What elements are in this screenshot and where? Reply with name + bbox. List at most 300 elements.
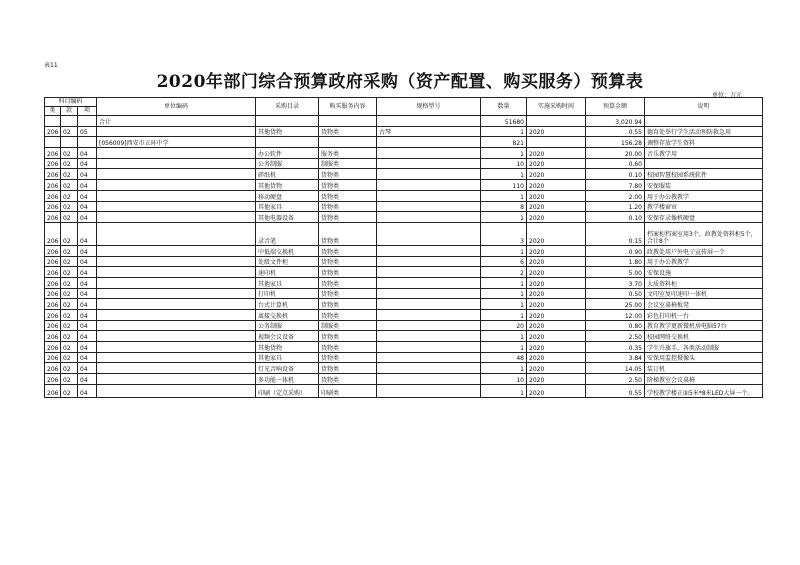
table-row xyxy=(45,169,763,180)
cell-lei: 206 xyxy=(45,288,61,299)
header-xiang: 项 xyxy=(78,107,97,116)
cell-lei: 206 xyxy=(45,352,61,363)
cell-catalog: 办公软件 xyxy=(256,148,319,159)
cell-qty: 110 xyxy=(481,180,527,191)
cell-xiang: 04 xyxy=(78,384,97,397)
cell-spec xyxy=(377,384,481,397)
cell-amount: 0.80 xyxy=(586,320,645,331)
cell-amount: 0.50 xyxy=(586,288,645,299)
unit-row-note: 调整存放学生资料 xyxy=(645,137,763,148)
cell-kuan: 02 xyxy=(61,310,78,321)
cell-service: 货物类 xyxy=(319,374,377,385)
header-qty: 数量 xyxy=(481,98,527,116)
table-row xyxy=(45,277,763,288)
cell-kuan: 02 xyxy=(61,169,78,180)
cell-time: 2020 xyxy=(527,352,586,363)
cell-catalog: 打印机 xyxy=(256,288,319,299)
cell-note: 音乐教学用 xyxy=(645,148,763,159)
header-time: 实施采购时间 xyxy=(527,98,586,116)
cell-service: 货物类 xyxy=(319,245,377,256)
cell-lei: 206 xyxy=(45,212,61,223)
cell-qty: 8 xyxy=(481,201,527,212)
cell-note: 德育处举行学生活动预防救急用 xyxy=(645,126,763,137)
cell-note: 学生升旗手、各类活动制服 xyxy=(645,342,763,353)
cell-kuan: 02 xyxy=(61,180,78,191)
cell-unit-code xyxy=(97,212,256,223)
cell-spec xyxy=(377,190,481,201)
cell-amount: 0.35 xyxy=(586,342,645,353)
cell-service: 货物类 xyxy=(319,342,377,353)
unit-label: 单位：万元 xyxy=(711,92,742,99)
cell-catalog: 离接交换机 xyxy=(256,310,319,321)
table-row xyxy=(45,352,763,363)
cell-spec xyxy=(377,222,481,245)
cell-lei: 206 xyxy=(45,363,61,374)
cell-time: 2020 xyxy=(527,384,586,397)
cell-spec: 古琴 xyxy=(377,126,481,137)
cell-xiang: 04 xyxy=(78,201,97,212)
cell-service: 货物类 xyxy=(319,267,377,278)
cell-service: 制服类 xyxy=(319,320,377,331)
cell-xiang: 04 xyxy=(78,222,97,245)
cell-amount: 5.00 xyxy=(586,267,645,278)
cell-spec xyxy=(377,320,481,331)
cell-note: 教学楼窗帘 xyxy=(645,201,763,212)
cell-qty: 20 xyxy=(481,320,527,331)
cell-unit-code xyxy=(97,374,256,385)
cell-note: 校园智慧校园系统软件 xyxy=(645,169,763,180)
cell-unit-code xyxy=(97,126,256,137)
cell-service: 货物类 xyxy=(319,277,377,288)
cell-unit-code xyxy=(97,363,256,374)
cell-time: 2020 xyxy=(527,267,586,278)
cell-time: 2020 xyxy=(527,320,586,331)
cell-amount: 0.60 xyxy=(586,158,645,169)
cell-xiang: 04 xyxy=(78,180,97,191)
header-catalog: 采购目录 xyxy=(256,98,319,116)
cell-note: 安保服装 xyxy=(645,180,763,191)
table-row xyxy=(45,374,763,385)
cell-amount: 2.50 xyxy=(586,331,645,342)
unit-row-amount: 156.28 xyxy=(586,137,645,148)
cell-catalog: 台式计算机 xyxy=(256,299,319,310)
cell-xiang: 04 xyxy=(78,277,97,288)
cell-amount: 3.70 xyxy=(586,277,645,288)
cell-kuan: 02 xyxy=(61,331,78,342)
header-service: 购买服务内容 xyxy=(319,98,377,116)
cell-qty: 1 xyxy=(481,169,527,180)
cell-qty: 1 xyxy=(481,299,527,310)
cell-xiang: 04 xyxy=(78,256,97,267)
cell-kuan: 02 xyxy=(61,190,78,201)
cell-note: 安保存录像机硬盘 xyxy=(645,212,763,223)
table-row xyxy=(45,201,763,212)
cell-qty: 10 xyxy=(481,374,527,385)
cell-kuan: 02 xyxy=(61,222,78,245)
cell-lei: 206 xyxy=(45,320,61,331)
cell-xiang: 04 xyxy=(78,267,97,278)
cell-time: 2020 xyxy=(527,277,586,288)
cell-note: 学校教学楼正面5米*8米LED大屏一个。 xyxy=(645,384,763,397)
cell-catalog: 处级文件柜 xyxy=(256,256,319,267)
cell-kuan: 02 xyxy=(61,299,78,310)
cell-catalog: 其他电器设备 xyxy=(256,212,319,223)
cell-spec xyxy=(377,288,481,299)
cell-kuan: 02 xyxy=(61,277,78,288)
cell-unit-code xyxy=(97,201,256,212)
cell-kuan: 02 xyxy=(61,158,78,169)
cell-qty: 6 xyxy=(481,256,527,267)
cell-unit-code xyxy=(97,180,256,191)
cell-amount: 0.90 xyxy=(586,245,645,256)
cell-spec xyxy=(377,277,481,288)
cell-amount: 2.50 xyxy=(586,374,645,385)
table-row xyxy=(45,342,763,353)
cell-note: 校园网络交换机 xyxy=(645,331,763,342)
cell-time: 2020 xyxy=(527,212,586,223)
cell-qty: 1 xyxy=(481,384,527,397)
cell-note: 阶梯教室会议桌椅 xyxy=(645,374,763,385)
budget-table xyxy=(44,97,763,398)
cell-time: 2020 xyxy=(527,288,586,299)
table-body xyxy=(45,116,763,398)
cell-catalog: 视频会议设备 xyxy=(256,331,319,342)
cell-qty: 1 xyxy=(481,212,527,223)
cell-spec xyxy=(377,342,481,353)
table-row xyxy=(45,331,763,342)
cell-spec xyxy=(377,212,481,223)
cell-service: 货物类 xyxy=(319,190,377,201)
cell-spec xyxy=(377,245,481,256)
cell-qty: 1 xyxy=(481,342,527,353)
cell-unit-code xyxy=(97,158,256,169)
cell-service: 货物类 xyxy=(319,299,377,310)
cell-note: 教育教学更新微机房电脑57台 xyxy=(645,320,763,331)
cell-note: 文印室复印速印一体机 xyxy=(645,288,763,299)
table-row xyxy=(45,180,763,191)
table-row xyxy=(45,222,763,245)
cell-amount: 0.10 xyxy=(586,169,645,180)
cell-lei: 206 xyxy=(45,310,61,321)
cell-spec xyxy=(377,352,481,363)
cell-lei: 206 xyxy=(45,222,61,245)
cell-catalog: 碎纸机 xyxy=(256,169,319,180)
table-number-label: 表11 xyxy=(44,62,58,69)
cell-xiang: 04 xyxy=(78,169,97,180)
cell-xiang: 04 xyxy=(78,320,97,331)
cell-note: 会议室桌椅板凳 xyxy=(645,299,763,310)
cell-kuan: 02 xyxy=(61,288,78,299)
table-row xyxy=(45,310,763,321)
cell-qty: 2 xyxy=(481,267,527,278)
cell-kuan: 02 xyxy=(61,363,78,374)
unit-row xyxy=(45,137,763,148)
cell-service: 服务类 xyxy=(319,148,377,159)
cell-spec xyxy=(377,310,481,321)
header-subject-code: 科目编码 xyxy=(45,98,97,107)
cell-note: 安保用监控摄像头 xyxy=(645,352,763,363)
total-qty: 51680 xyxy=(481,116,527,127)
cell-qty: 48 xyxy=(481,352,527,363)
cell-lei: 206 xyxy=(45,126,61,137)
cell-note: 安保设施 xyxy=(645,267,763,278)
cell-service: 货物类 xyxy=(319,363,377,374)
header-spec: 规格型号 xyxy=(377,98,481,116)
cell-catalog: 移动硬盘 xyxy=(256,190,319,201)
cell-kuan: 02 xyxy=(61,245,78,256)
cell-qty: 1 xyxy=(481,190,527,201)
cell-service: 货物类 xyxy=(319,331,377,342)
cell-kuan: 02 xyxy=(61,212,78,223)
cell-catalog: 公务制服 xyxy=(256,158,319,169)
table-row xyxy=(45,288,763,299)
cell-service: 制服类 xyxy=(319,158,377,169)
cell-kuan: 02 xyxy=(61,267,78,278)
cell-unit-code xyxy=(97,331,256,342)
cell-qty: 1 xyxy=(481,331,527,342)
cell-time: 2020 xyxy=(527,342,586,353)
cell-service: 货物类 xyxy=(319,288,377,299)
cell-unit-code xyxy=(97,267,256,278)
header-lei: 类 xyxy=(45,107,61,116)
cell-kuan: 02 xyxy=(61,352,78,363)
cell-amount: 1.20 xyxy=(586,201,645,212)
table-header xyxy=(45,98,763,116)
cell-catalog: 其他货物 xyxy=(256,342,319,353)
cell-xiang: 04 xyxy=(78,212,97,223)
cell-amount: 2.00 xyxy=(586,190,645,201)
cell-unit-code xyxy=(97,384,256,397)
cell-unit-code xyxy=(97,299,256,310)
cell-service: 货物类 xyxy=(319,126,377,137)
cell-unit-code xyxy=(97,169,256,180)
header-amount: 预算金额 xyxy=(586,98,645,116)
cell-catalog: 其他家具 xyxy=(256,352,319,363)
cell-spec xyxy=(377,169,481,180)
cell-spec xyxy=(377,256,481,267)
cell-time: 2020 xyxy=(527,201,586,212)
cell-unit-code xyxy=(97,222,256,245)
cell-lei: 206 xyxy=(45,331,61,342)
cell-amount: 3.84 xyxy=(586,352,645,363)
cell-kuan: 02 xyxy=(61,148,78,159)
cell-qty: 1 xyxy=(481,245,527,256)
cell-unit-code xyxy=(97,342,256,353)
cell-catalog: 录音笔 xyxy=(256,222,319,245)
cell-spec xyxy=(377,299,481,310)
cell-catalog: 速印机 xyxy=(256,267,319,278)
table-row xyxy=(45,363,763,374)
cell-spec xyxy=(377,201,481,212)
table-row xyxy=(45,320,763,331)
cell-time: 2020 xyxy=(527,222,586,245)
total-amount: 3,020.94 xyxy=(586,116,645,127)
cell-xiang: 04 xyxy=(78,190,97,201)
cell-note: 用于办公教教学 xyxy=(645,190,763,201)
cell-lei: 206 xyxy=(45,148,61,159)
cell-lei: 206 xyxy=(45,245,61,256)
cell-lei: 206 xyxy=(45,374,61,385)
cell-time: 2020 xyxy=(527,190,586,201)
cell-time: 2020 xyxy=(527,180,586,191)
cell-xiang: 04 xyxy=(78,288,97,299)
cell-time: 2020 xyxy=(527,310,586,321)
cell-qty: 1 xyxy=(481,148,527,159)
cell-xiang: 05 xyxy=(78,126,97,137)
cell-service: 货物类 xyxy=(319,352,377,363)
table-row xyxy=(45,212,763,223)
cell-qty: 3 xyxy=(481,222,527,245)
cell-note: 档案柜档案室用3个，政教处资料柜5个，合计8个 xyxy=(645,222,763,245)
cell-time: 2020 xyxy=(527,299,586,310)
table-row xyxy=(45,256,763,267)
cell-catalog: 公务制服 xyxy=(256,320,319,331)
cell-lei: 206 xyxy=(45,267,61,278)
cell-unit-code xyxy=(97,148,256,159)
cell-note xyxy=(645,158,763,169)
cell-service: 货物类 xyxy=(319,310,377,321)
cell-unit-code xyxy=(97,310,256,321)
cell-lei: 206 xyxy=(45,256,61,267)
table-row xyxy=(45,267,763,278)
cell-time: 2020 xyxy=(527,158,586,169)
cell-xiang: 04 xyxy=(78,352,97,363)
cell-note: 大质资料柜 xyxy=(645,277,763,288)
cell-xiang: 04 xyxy=(78,331,97,342)
cell-amount: 14.05 xyxy=(586,363,645,374)
cell-spec xyxy=(377,374,481,385)
cell-lei: 206 xyxy=(45,190,61,201)
cell-xiang: 04 xyxy=(78,245,97,256)
cell-service: 货物类 xyxy=(319,201,377,212)
cell-catalog: 其他货物 xyxy=(256,126,319,137)
cell-qty: 1 xyxy=(481,277,527,288)
table-row xyxy=(45,384,763,397)
header-unit-code: 单位编码 xyxy=(97,98,256,116)
cell-xiang: 04 xyxy=(78,148,97,159)
cell-catalog: 多功能一体机 xyxy=(256,374,319,385)
cell-time: 2020 xyxy=(527,169,586,180)
cell-qty: 1 xyxy=(481,288,527,299)
table-row xyxy=(45,190,763,201)
header-kuan: 款 xyxy=(61,107,78,116)
cell-kuan: 02 xyxy=(61,256,78,267)
cell-service: 货物类 xyxy=(319,256,377,267)
table-row xyxy=(45,126,763,137)
cell-note: 装订机 xyxy=(645,363,763,374)
cell-unit-code xyxy=(97,288,256,299)
cell-time: 2020 xyxy=(527,148,586,159)
cell-time: 2020 xyxy=(527,374,586,385)
cell-unit-code xyxy=(97,277,256,288)
total-label: 合计 xyxy=(97,116,256,127)
cell-unit-code xyxy=(97,256,256,267)
cell-service: 印刷类 xyxy=(319,384,377,397)
cell-lei: 206 xyxy=(45,277,61,288)
cell-kuan: 02 xyxy=(61,384,78,397)
cell-kuan: 02 xyxy=(61,126,78,137)
cell-amount: 0.55 xyxy=(586,384,645,397)
cell-catalog: 印刷（定点采购） xyxy=(256,384,319,397)
cell-unit-code xyxy=(97,352,256,363)
cell-catalog: 其他家具 xyxy=(256,201,319,212)
cell-time: 2020 xyxy=(527,331,586,342)
cell-xiang: 04 xyxy=(78,363,97,374)
total-row xyxy=(45,116,763,127)
cell-time: 2020 xyxy=(527,363,586,374)
cell-spec xyxy=(377,267,481,278)
cell-spec xyxy=(377,180,481,191)
cell-amount: 0.55 xyxy=(586,126,645,137)
cell-unit-code xyxy=(97,245,256,256)
cell-note: 用于办公教教学 xyxy=(645,256,763,267)
cell-xiang: 04 xyxy=(78,158,97,169)
cell-qty: 1 xyxy=(481,126,527,137)
table-row xyxy=(45,158,763,169)
cell-spec xyxy=(377,158,481,169)
cell-spec xyxy=(377,148,481,159)
cell-qty: 10 xyxy=(481,158,527,169)
cell-spec xyxy=(377,331,481,342)
cell-catalog: 中低端交换机 xyxy=(256,245,319,256)
cell-amount: 0.10 xyxy=(586,212,645,223)
cell-service: 货物类 xyxy=(319,212,377,223)
cell-amount: 0.15 xyxy=(586,222,645,245)
cell-xiang: 04 xyxy=(78,310,97,321)
cell-lei: 206 xyxy=(45,342,61,353)
cell-qty: 1 xyxy=(481,310,527,321)
table-row xyxy=(45,245,763,256)
cell-note: 政教处用户外电子宣传屏一个 xyxy=(645,245,763,256)
cell-time: 2020 xyxy=(527,245,586,256)
cell-amount: 20.00 xyxy=(586,148,645,159)
cell-spec xyxy=(377,363,481,374)
cell-service: 货物类 xyxy=(319,169,377,180)
header-note: 说明 xyxy=(645,98,763,116)
cell-kuan: 02 xyxy=(61,201,78,212)
cell-amount: 12.00 xyxy=(586,310,645,321)
cell-catalog: 灯光音响设备 xyxy=(256,363,319,374)
cell-time: 2020 xyxy=(527,256,586,267)
unit-row-label: [056009]西安市五环中学 xyxy=(97,137,256,148)
cell-catalog: 其他货物 xyxy=(256,180,319,191)
cell-unit-code xyxy=(97,320,256,331)
cell-lei: 206 xyxy=(45,299,61,310)
cell-note: 彩色打印机一台 xyxy=(645,310,763,321)
cell-xiang: 04 xyxy=(78,374,97,385)
unit-row-qty: 821 xyxy=(481,137,527,148)
cell-lei: 206 xyxy=(45,384,61,397)
cell-xiang: 04 xyxy=(78,342,97,353)
cell-qty: 1 xyxy=(481,363,527,374)
cell-amount: 1.80 xyxy=(586,256,645,267)
cell-catalog: 其他家具 xyxy=(256,277,319,288)
cell-unit-code xyxy=(97,190,256,201)
cell-time: 2020 xyxy=(527,126,586,137)
cell-service: 货物类 xyxy=(319,180,377,191)
table-row xyxy=(45,148,763,159)
cell-lei: 206 xyxy=(45,201,61,212)
cell-kuan: 02 xyxy=(61,320,78,331)
cell-lei: 206 xyxy=(45,158,61,169)
cell-lei: 206 xyxy=(45,169,61,180)
cell-xiang: 04 xyxy=(78,299,97,310)
page-title: 2020年部门综合预算政府采购（资产配置、购买服务）预算表 xyxy=(156,72,644,92)
table-row xyxy=(45,299,763,310)
cell-amount: 7.80 xyxy=(586,180,645,191)
cell-amount: 25.00 xyxy=(586,299,645,310)
cell-lei: 206 xyxy=(45,180,61,191)
